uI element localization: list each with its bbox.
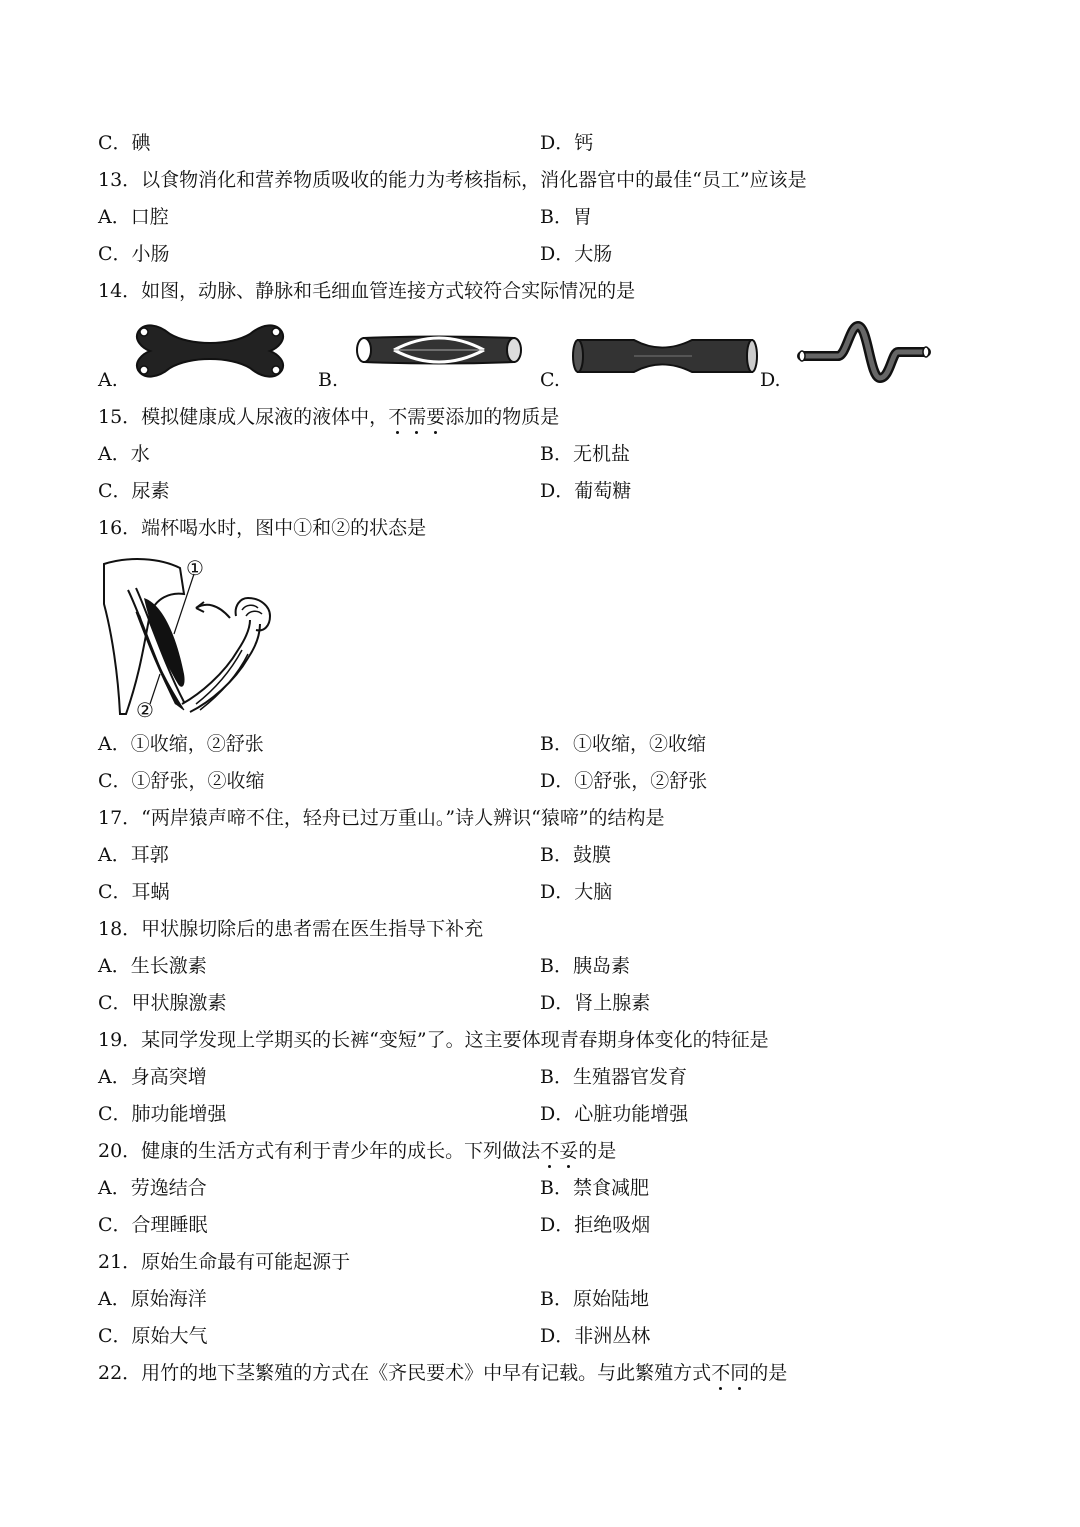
q18-option-d: D．肾上腺素 [540,992,651,1014]
q20-stem [98,1136,616,1166]
q15-emphasis-char: 需 [407,402,426,432]
q21-option-d: D．非洲丛林 [540,1325,651,1347]
q13-option-b: B．胃 [540,206,592,228]
q16-label-2: ② [136,698,154,722]
q18-option-b: B．胰岛素 [540,955,630,977]
q17-option-a: A．耳郭 [98,844,169,866]
q22-stem [98,1358,787,1388]
q17-option-c: C．耳蜗 [98,881,170,903]
q20-emphasis-char: 不 [540,1136,559,1166]
q22-stem-post: 的是 [749,1362,788,1384]
vessel-diagram-c [572,332,758,380]
q21-option-b: B．原始陆地 [540,1288,649,1310]
q22-emphasis-char: 不 [711,1358,730,1388]
q17-stem: 17．“两岸猿声啼不住，轻舟已过万重山。”诗人辨识“猿啼”的结构是 [98,807,665,829]
q20-option-d: D．拒绝吸烟 [540,1214,651,1236]
q15-option-d: D．葡萄糖 [540,480,632,502]
q18-option-c: C．甲状腺激素 [98,992,227,1014]
q13-option-a: A．口腔 [98,206,169,228]
q15-emphasis-char: 要 [426,402,445,432]
q17-option-d: D．大脑 [540,881,613,903]
vessel-diagram-b [354,324,524,376]
q15-option-a: A．水 [98,443,150,465]
vessel-diagram-a [130,318,290,384]
q20-option-b: B．禁食减肥 [540,1177,649,1199]
q16-label-1: ① [186,556,204,580]
q19-option-b: B．生殖器官发育 [540,1066,687,1088]
q22-stem-pre: 22．用竹的地下茎繁殖的方式在《齐民要术》中早有记载。与此繁殖方式 [98,1362,712,1384]
q19-option-d: D．心脏功能增强 [540,1103,689,1125]
q18-stem: 18．甲状腺切除后的患者需在医生指导下补充 [98,918,484,940]
q15-stem-post: 添加的物质是 [445,406,560,428]
q15-emphasis-char: 不 [388,402,407,432]
q15-stem [98,402,559,432]
q20-emphasis-char: 妥 [559,1136,578,1166]
vessel-diagram-d [798,322,932,382]
q20-stem-post: 的是 [578,1140,617,1162]
q16-stem: 16．端杯喝水时，图中①和②的状态是 [98,517,427,539]
q16-option-d: D．①舒张，②舒张 [540,770,708,792]
q16-option-c: C．①舒张，②收缩 [98,770,265,792]
q13-option-c: C．小肠 [98,243,170,265]
q20-stem-pre: 20．健康的生活方式有利于青少年的成长。下列做法 [98,1140,541,1162]
q14-option-c: C. [540,369,560,391]
q13-stem: 13．以食物消化和营养物质吸收的能力为考核指标，消化器官中的最佳“员工”应该是 [98,169,807,191]
q15-option-b: B．无机盐 [540,443,630,465]
q18-option-a: A．生长激素 [98,955,207,977]
q14-option-d: D. [760,369,781,391]
q20-option-c: C．合理睡眠 [98,1214,208,1236]
q20-option-a: A．劳逸结合 [98,1177,207,1199]
q15-option-c: C．尿素 [98,480,170,502]
q21-option-c: C．原始大气 [98,1325,208,1347]
q14-stem: 14．如图，动脉、静脉和毛细血管连接方式较符合实际情况的是 [98,280,636,302]
q17-option-b: B．鼓膜 [540,844,611,866]
q12-option-d: D．钙 [540,132,594,154]
q21-stem: 21．原始生命最有可能起源于 [98,1251,351,1273]
q15-stem-pre: 15．模拟健康成人尿液的液体中， [98,406,389,428]
q14-option-b: B. [318,369,339,391]
q16-option-a: A．①收缩，②舒张 [98,733,264,755]
q19-option-a: A．身高突增 [98,1066,207,1088]
q19-stem: 19．某同学发现上学期买的长裤“变短”了。这主要体现青春期身体变化的特征是 [98,1029,769,1051]
q19-option-c: C．肺功能增强 [98,1103,227,1125]
q16-option-b: B．①收缩，②收缩 [540,733,706,755]
q21-option-a: A．原始海洋 [98,1288,207,1310]
q13-option-d: D．大肠 [540,243,613,265]
q12-option-c: C．碘 [98,132,151,154]
q14-option-a: A. [98,369,118,391]
q22-emphasis-char: 同 [730,1358,749,1388]
